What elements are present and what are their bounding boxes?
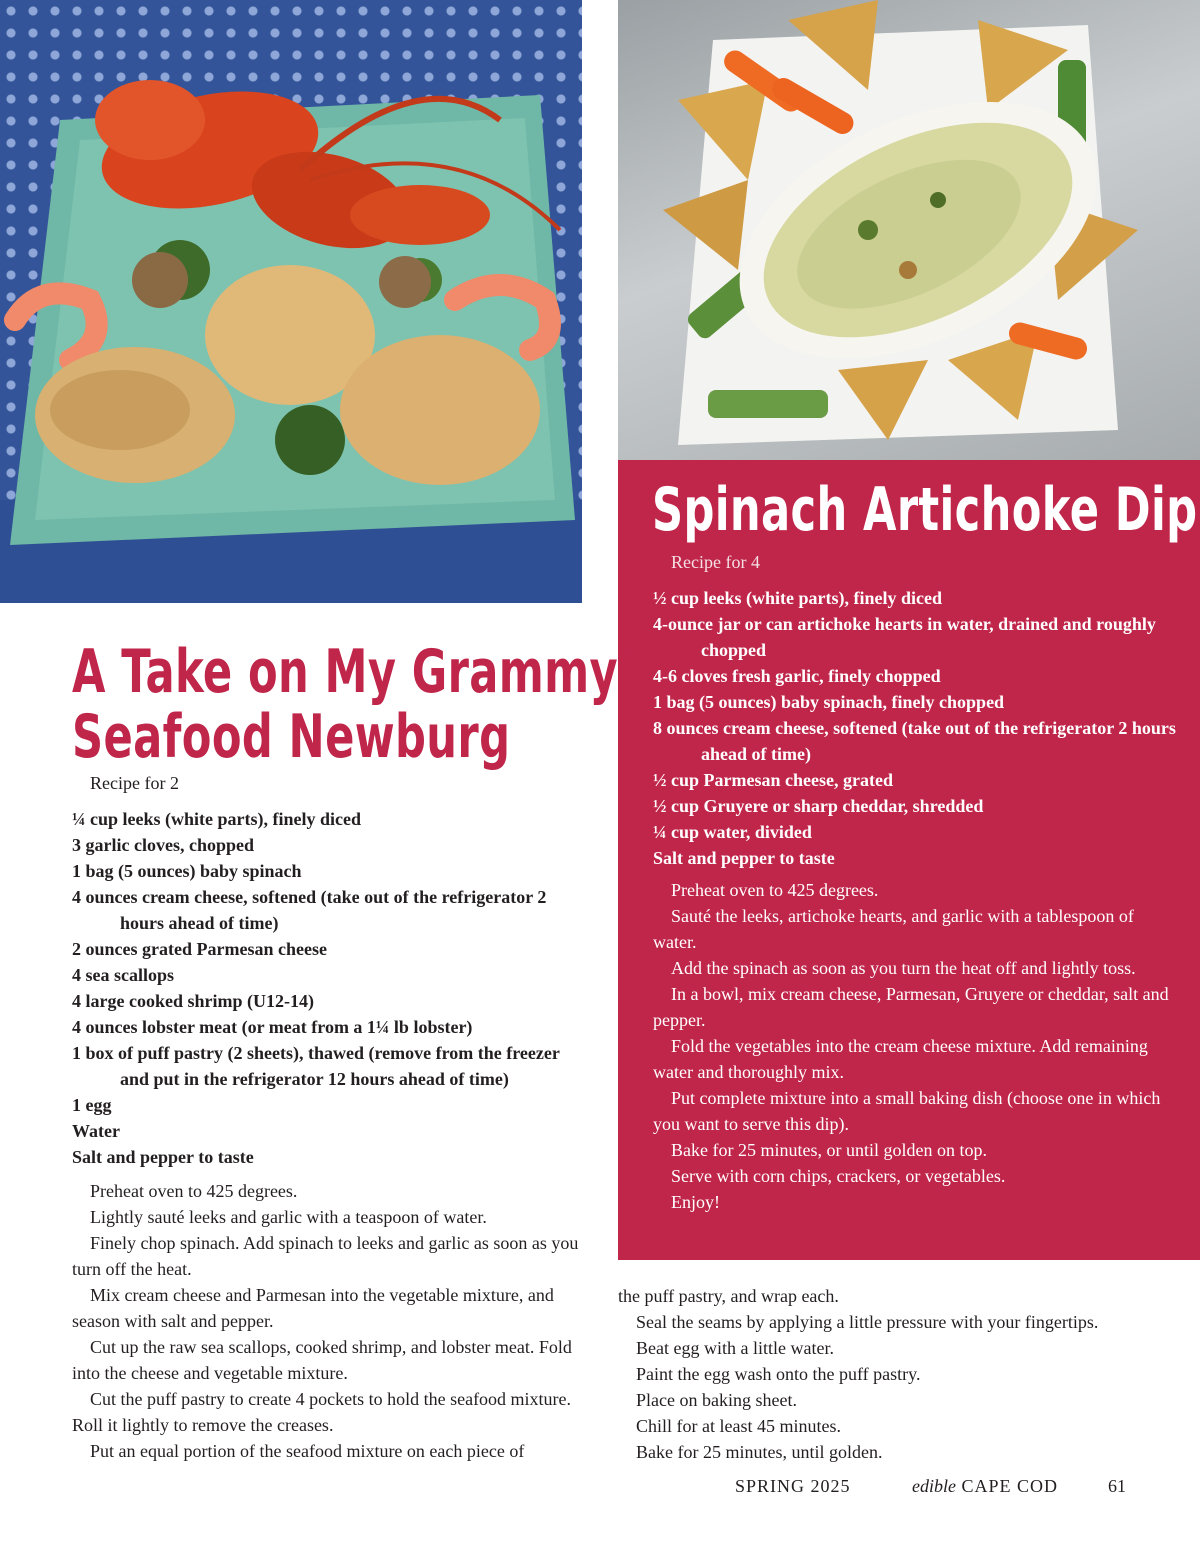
ingredient: 4 ounces lobster meat (or meat from a 1¼ lb lobster) [72, 1017, 473, 1037]
spinach-dip-photo [618, 0, 1200, 460]
ingredient: 1 egg [72, 1095, 112, 1115]
step: Put complete mixture into a small baking dish (choose one in which you want to serve this dip). [653, 1088, 1161, 1134]
spinach-dip-serves: Recipe for 4 [671, 552, 760, 572]
ingredient: 4-6 cloves fresh garlic, finely chopped [653, 666, 941, 686]
ingredient: ¼ cup leeks (white parts), finely diced [72, 809, 361, 829]
step: In a bowl, mix cream cheese, Parmesan, Gruyere or cheddar, salt and pepper. [653, 984, 1169, 1030]
seafood-newburg-photo [0, 0, 582, 603]
step: Place on baking sheet. [636, 1390, 797, 1410]
step: Chill for at least 45 minutes. [636, 1416, 841, 1436]
seafood-newburg-illustration [0, 0, 582, 603]
page-footer [735, 1473, 1135, 1499]
step: Bake for 25 minutes, or until golden on top. [671, 1140, 987, 1160]
spinach-dip-steps [653, 877, 1173, 1215]
magazine-name-italic: edible [912, 1476, 956, 1496]
ingredient: ½ cup leeks (white parts), finely diced [653, 588, 942, 608]
ingredient: ½ cup Parmesan cheese, grated [653, 770, 893, 790]
step: the puff pastry, and wrap each. [618, 1286, 839, 1306]
step: Lightly sauté leeks and garlic with a teaspoon of water. [90, 1207, 487, 1227]
ingredient: 2 ounces grated Parmesan cheese [72, 939, 327, 959]
ingredient: 4 large cooked shrimp (U12-14) [72, 991, 314, 1011]
magazine-name-rest: CAPE COD [961, 1476, 1058, 1496]
ingredient: 3 garlic cloves, chopped [72, 835, 254, 855]
title-line-1: A Take on My Grammy’s [72, 637, 661, 707]
ingredient: Salt and pepper to taste [653, 848, 835, 868]
step: Put an equal portion of the seafood mixture on each piece of [90, 1441, 525, 1461]
seafood-newburg-ingredients [72, 806, 587, 1170]
step: Preheat oven to 425 degrees. [671, 880, 879, 900]
ingredient: ¼ cup water, divided [653, 822, 812, 842]
step: Mix cream cheese and Parmesan into the vegetable mixture, and season with salt and pepper. [72, 1285, 554, 1331]
step: Beat egg with a little water. [636, 1338, 834, 1358]
ingredient: Salt and pepper to taste [72, 1147, 254, 1167]
page-number: 61 [1108, 1476, 1126, 1496]
step: Cut the puff pastry to create 4 pockets to hold the seafood mixture. Roll it lightly to remove the creases. [72, 1389, 572, 1435]
ingredient: 8 ounces cream cheese, softened (take out of the refrigerator 2 hours ahead of time) [653, 718, 1176, 764]
step: Fold the vegetables into the cream cheese mixture. Add remaining water and thoroughly mix. [653, 1036, 1148, 1082]
seafood-newburg-steps-continued [618, 1283, 1163, 1465]
issue-season: SPRING 2025 [735, 1476, 851, 1496]
ingredient: 1 bag (5 ounces) baby spinach [72, 861, 302, 881]
step: Paint the egg wash onto the puff pastry. [636, 1364, 921, 1384]
ingredient: ½ cup Gruyere or sharp cheddar, shredded [653, 796, 984, 816]
step: Bake for 25 minutes, until golden. [636, 1442, 883, 1462]
ingredient: Water [72, 1121, 120, 1141]
spinach-dip-title: Spinach Artichoke Dip [652, 475, 1198, 545]
seafood-newburg-steps [72, 1178, 587, 1464]
spinach-dip-illustration [618, 0, 1200, 460]
seafood-newburg-title [72, 637, 661, 772]
ingredient: 4 sea scallops [72, 965, 175, 985]
title-line-2: Seafood Newburg [72, 702, 511, 772]
magazine-name [912, 1473, 1058, 1499]
ingredient: 1 box of puff pastry (2 sheets), thawed (remove from the freezer and put in the refrigerator 12 hours ahead of time) [72, 1043, 560, 1089]
ingredient: 4 ounces cream cheese, softened (take out of the refrigerator 2 hours ahead of time) [72, 887, 547, 933]
step: Preheat oven to 425 degrees. [90, 1181, 298, 1201]
step: Finely chop spinach. Add spinach to leeks and garlic as soon as you turn off the heat. [72, 1233, 579, 1279]
step: Seal the seams by applying a little pressure with your fingertips. [636, 1312, 1099, 1332]
step: Cut up the raw sea scallops, cooked shrimp, and lobster meat. Fold into the cheese and vegetable mixture. [72, 1337, 572, 1383]
seafood-newburg-serves: Recipe for 2 [90, 773, 179, 793]
step: Enjoy! [671, 1192, 720, 1212]
step: Add the spinach as soon as you turn the heat off and lightly toss. [671, 958, 1136, 978]
ingredient: 1 bag (5 ounces) baby spinach, finely chopped [653, 692, 1005, 712]
step: Sauté the leeks, artichoke hearts, and garlic with a tablespoon of water. [653, 906, 1134, 952]
step: Serve with corn chips, crackers, or vegetables. [671, 1166, 1006, 1186]
spinach-dip-ingredients [653, 585, 1183, 871]
ingredient: 4-ounce jar or can artichoke hearts in water, drained and roughly chopped [653, 614, 1156, 660]
